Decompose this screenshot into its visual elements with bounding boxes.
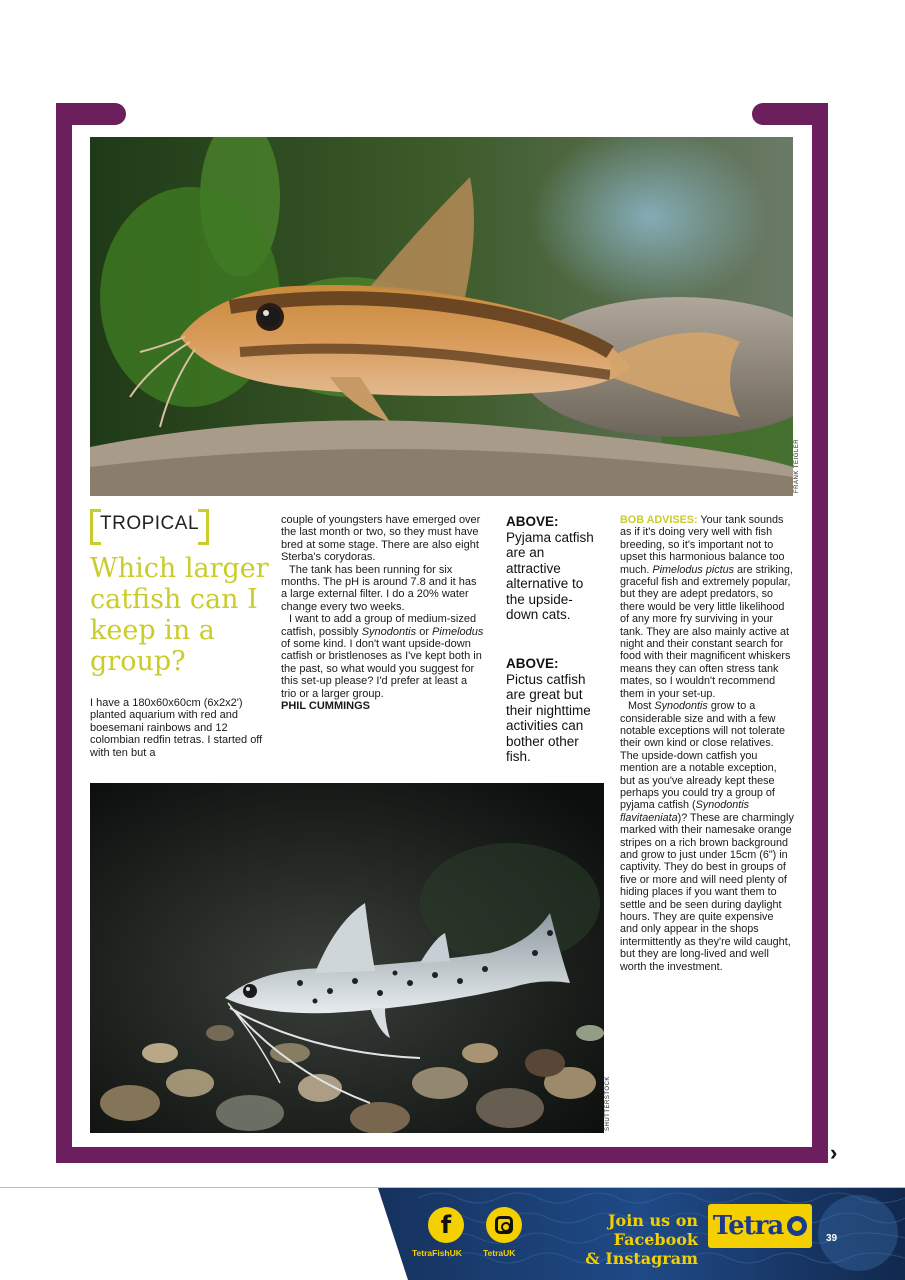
text-run: grow to a considerable size and with a few notable exceptions will not tolerate their own kind or close relatives. The upside-down catfish you mention are a notable exception, but as you've already kept these perhaps you could try a group of pyjama catfish (	[620, 700, 786, 812]
instagram-handle: TetraUK	[483, 1248, 516, 1258]
facebook-icon[interactable]: f	[428, 1207, 464, 1243]
answer-paragraph-2	[620, 700, 794, 973]
text-run: Most	[628, 700, 655, 713]
caption-label: ABOVE:	[506, 656, 559, 671]
frame-top-left-tab	[56, 103, 126, 125]
species-name: Synodontis	[361, 625, 417, 638]
text-run: I want to add a group of medium-sized catfish, possibly	[281, 613, 477, 638]
frame-top-right-tab	[752, 103, 828, 125]
text-run: of some kind. I don't want upside-down catfish or bristlenoses as I've kept both in the past, so what would you suggest for this set-up please? I'd prefer at least a trio or a larger group.	[281, 638, 482, 700]
species-name: Synodontis	[654, 700, 708, 713]
caption-bottom-photo	[506, 656, 598, 765]
next-page-arrow-icon[interactable]: ›	[830, 1140, 838, 1165]
frame-right-bar	[812, 103, 828, 1163]
caption-text: Pyjama catfish are an attractive alternative to the upside-down cats.	[506, 529, 594, 622]
page-number: 39	[826, 1233, 838, 1244]
text-run: )? These are charmingly marked with their namesake orange stripes on a rich brown background and grow to just under 15cm (6") in captivity. They do best in groups of five or more and will need plenty of hiding places if you want them to settle and be seen during daylight hours. They are quite expensive and only appear in the shops intermittently as they're wild caught, but they are long-lived and well worth the investment.	[620, 811, 794, 973]
answer-label: BOB ADVISES:	[620, 514, 698, 526]
photo-credit-bottom: SHUTTERSTOCK	[605, 1076, 611, 1131]
letter-paragraph-4	[281, 613, 485, 700]
social-callout-line-1: Join us on Facebook	[607, 1211, 698, 1249]
instagram-glyph	[495, 1216, 513, 1234]
frame-left-bar	[56, 103, 72, 1163]
answer-column	[620, 514, 794, 973]
letter-column-2	[281, 514, 485, 713]
caption-top-photo	[506, 514, 598, 623]
social-callout	[528, 1211, 698, 1268]
brand-wordmark: Tetra	[712, 1211, 784, 1241]
text-run: are striking, graceful fish and extremely popular, but they are adept predators, so there would be very little likelihood of any more fry surviving in your tank. They are also mainly active at night and their constant search for food with their magnificent whiskers means they can often stress tank mates, so I wouldn't recommend them in your set-up.	[620, 563, 793, 700]
text-run: or	[416, 625, 433, 638]
text-run: Your tank sounds as if it's doing very well with fish breeding, so it's important not to upset this harmonious balance too much.	[620, 514, 785, 576]
pictus-catfish-photo	[90, 783, 604, 1133]
letter-paragraph-1: I have a 180x60x60cm (6x2x2') planted aquarium with red and boesemani rainbows and 12 colombian redfin tetras. I started off with ten but a	[90, 697, 263, 759]
section-tag	[90, 509, 209, 539]
species-name: Synodontis flavitaeniata	[620, 799, 750, 824]
caption-label: ABOVE:	[506, 514, 559, 529]
photo-credit-top: FRANK TEIGLER	[794, 438, 800, 493]
species-name: Pimelodus pictus	[652, 563, 735, 576]
frame-bottom-bar	[56, 1147, 828, 1163]
letter-paragraph-3: The tank has been running for six months. The pH is around 7.8 and it has a large external filter. I do a 20% water change every two weeks.	[281, 563, 477, 613]
pyjama-catfish-photo	[90, 137, 793, 496]
tetra-logo	[708, 1204, 812, 1248]
letter-column-1	[90, 697, 268, 759]
letter-signoff: PHIL CUMMINGS	[281, 700, 371, 713]
social-callout-line-2: & Instagram	[585, 1249, 698, 1268]
instagram-icon[interactable]	[486, 1207, 522, 1243]
species-name: Pimelodus	[432, 625, 484, 638]
tetra-fish-icon	[787, 1216, 807, 1236]
letter-paragraph-2: couple of youngsters have emerged over the last month or two, so they must have bred at some stage. There are also eight Sterba's corydoras.	[281, 514, 481, 564]
answer-paragraph-1	[620, 514, 794, 700]
caption-text: Pictus catfish are great but their nighttime activities can bother other fish.	[506, 671, 591, 764]
section-tag-label: TROPICAL	[100, 513, 200, 534]
headline: Which larger catfish can I keep in a group?	[90, 553, 269, 677]
facebook-handle: TetraFishUK	[412, 1248, 462, 1258]
